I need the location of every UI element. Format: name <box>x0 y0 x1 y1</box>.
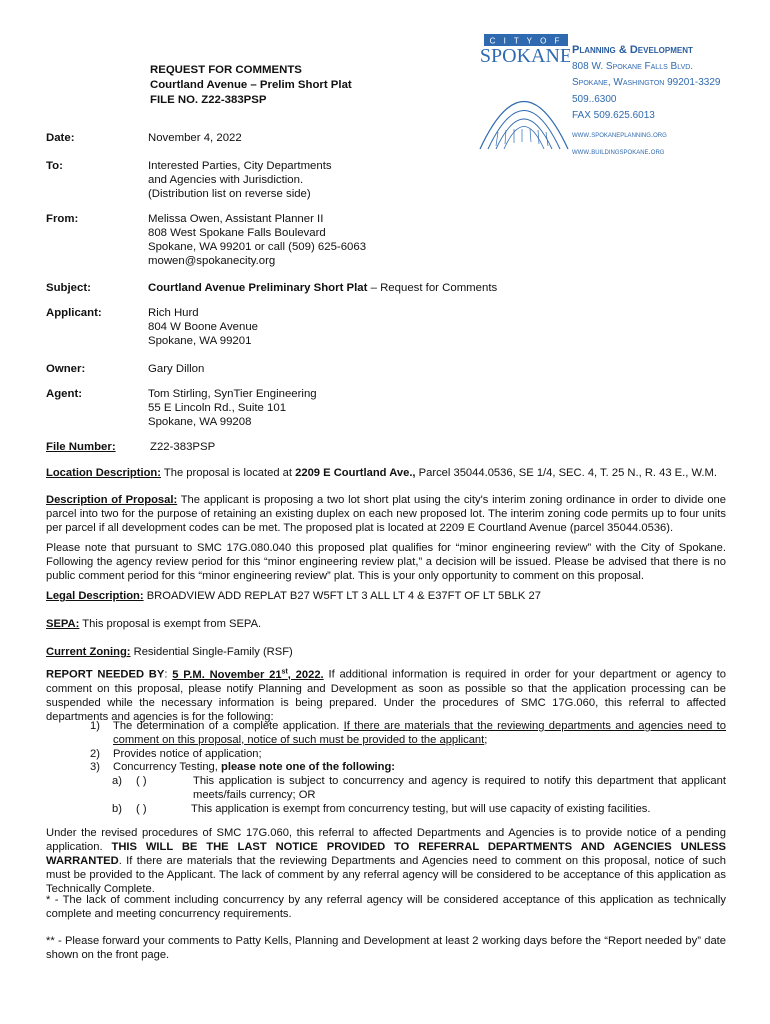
option-b-checkbox[interactable]: ( ) <box>136 802 147 815</box>
department-city: Spokane, Washington 99201-3329 <box>572 77 721 88</box>
option-a-letter: a) <box>112 775 122 788</box>
owner-label: Owner: <box>46 363 86 375</box>
list-number: 1) <box>90 720 100 732</box>
department-phone: 509..6300 <box>572 93 617 105</box>
list-item <box>46 720 726 748</box>
report-deadline-year: , 2022. <box>287 668 324 681</box>
legal-label: Legal Description: <box>46 590 144 602</box>
list-item-1-text: The determination of a complete application. <box>113 720 344 732</box>
from-value: Melissa Owen, Assistant Planner II 808 West Spokane Falls Boulevard Spokane, WA 99201 or call (509) 625-6063 mowen@spokanecity.org <box>148 213 367 267</box>
list-number: 2) <box>90 747 100 760</box>
list-item <box>46 761 726 775</box>
concurrency-option-b <box>46 803 726 817</box>
option-a-checkbox[interactable]: ( ) <box>136 775 147 788</box>
date-value: November 4, 2022 <box>148 132 242 144</box>
applicant-value: Rich Hurd 804 W Boone Avenue Spokane, WA 99201 <box>148 307 258 347</box>
planning-website-link[interactable]: www.spokaneplanning.org <box>572 129 667 139</box>
from-label: From: <box>46 213 79 225</box>
zoning-label: Current Zoning: <box>46 646 131 658</box>
report-text: If additional information is required in order for your department or agency to comment on this proposal, please notify Planning and Development as soon as possible so that the application processing can be suspended while the necessary information is being prepared. Under the procedures of SMC 17G.060, this referral to affected departments and agencies is for the following: <box>46 668 727 723</box>
location-address: 2209 E Courtland Ave., <box>295 467 416 479</box>
footnote-forward-comments: ** - Please forward your comments to Patty Kells, Planning and Development at least 2 working days before the “Report needed by” date shown on the front page. <box>46 935 726 961</box>
file-number-heading: FILE NO. Z22-383PSP <box>150 94 267 106</box>
last-notice-warning: THIS WILL BE THE LAST NOTICE PROVIDED TO REFERRAL DEPARTMENTS AND AGENCIES UNLESS WARRANTED <box>46 841 726 867</box>
agent-label: Agent: <box>46 388 83 400</box>
list-item-2-text: Provides notice of application; <box>113 747 262 760</box>
list-item-1-underlined: If there are materials that the reviewing departments and agencies need to comment on this proposal, notice of such must be provided to the applicant <box>113 720 726 746</box>
file-number-label: File Number: <box>46 441 116 453</box>
owner-value: Gary Dillon <box>148 363 205 375</box>
location-label: Location Description: <box>46 467 161 479</box>
proposal-label: Description of Proposal: <box>46 494 178 506</box>
legal-description <box>46 589 726 603</box>
revised-procedures-paragraph <box>46 826 726 896</box>
footnote-concurrency: * - The lack of comment including concurrency by any referral agency will be considered acceptance of this application as technically complete and meeting concurrency requirements. <box>46 894 726 920</box>
revised-text-b: . If there are materials that the reviewing Departments and Agencies need to comment on this proposal, notice of such must be provided to the Applicant. The lack of comment by any referral agency will be considered to be acceptance of this application as Technically Complete. <box>46 855 726 895</box>
location-pre: The proposal is located at <box>161 467 296 479</box>
option-b-text: This application is exempt from concurrency testing, but will use capacity of existing facilities. <box>191 802 651 815</box>
subject-value <box>148 281 708 295</box>
list-item-3-bold: please note one of the following: <box>221 761 396 774</box>
referral-purpose-list <box>46 720 726 817</box>
subject-title: Courtland Avenue Preliminary Short Plat <box>148 282 368 294</box>
report-label: REPORT NEEDED BY <box>46 668 165 681</box>
option-a-text: This application is subject to concurrency and agency is required to notify this department that applicant meets/fails currency; OR <box>193 775 726 801</box>
minor-engineering-note: Please note that pursuant to SMC 17G.080.040 this proposed plat qualifies for “minor engineering review” with the City of Spokane. Following the agency review period for this “minor engineering review plat,” a decision will be issued. Please be advised that there is no public comment period for this “minor engineering review” plat. This is your only opportunity to comment on this proposal. <box>46 542 726 582</box>
logo-city-of-text: C I T Y O F <box>489 36 563 46</box>
report-deadline <box>172 669 323 681</box>
request-title: REQUEST FOR COMMENTS <box>150 64 302 76</box>
current-zoning <box>46 645 726 659</box>
proposal-description <box>46 493 726 535</box>
list-item-1-end: ; <box>484 733 488 746</box>
report-deadline-suffix: st <box>281 668 288 675</box>
location-description <box>46 466 726 480</box>
list-number: 3) <box>90 761 100 774</box>
to-label: To: <box>46 160 63 172</box>
subject-label: Subject: <box>46 282 91 294</box>
proposal-text: The applicant is proposing a two lot short plat using the city's interim zoning ordinance in order to divide one parcel into two for the purpose of retaining an existing duplex on each new proposed lot. The interim zoning code permits up to four units per parcel if all development codes can be met. The proposed plat is located at 2209 E Courtland Avenue (parcel 35044.0536). <box>46 494 726 534</box>
logo-spokane-text: SPOKANE <box>479 45 570 67</box>
agent-value: Tom Stirling, SynTier Engineering 55 E Lincoln Rd., Suite 101 Spokane, WA 99208 <box>148 388 317 428</box>
applicant-label: Applicant: <box>46 307 102 319</box>
request-subtitle: Courtland Avenue – Prelim Short Plat <box>150 79 352 91</box>
report-colon: : <box>164 668 173 681</box>
sepa-text: This proposal is exempt from SEPA. <box>79 618 262 630</box>
department-name: Planning & Development <box>572 44 693 56</box>
report-needed-paragraph <box>46 665 726 724</box>
request-header <box>150 63 352 108</box>
location-parcel: Parcel 35044.0536, SE 1/4, SEC. 4, T. 25 N., R. 43 E., W.M. <box>415 467 717 479</box>
subject-rest: – Request for Comments <box>367 282 498 294</box>
department-fax: FAX 509.625.6013 <box>572 110 655 121</box>
list-item-3-text: Concurrency Testing, <box>113 761 221 774</box>
option-b-letter: b) <box>112 802 122 815</box>
to-value: Interested Parties, City Departments and Agencies with Jurisdiction. (Distribution list on reverse side) <box>148 160 332 200</box>
list-item <box>46 748 726 762</box>
concurrency-option-a <box>46 775 726 803</box>
date-label: Date: <box>46 132 75 144</box>
file-number-value: Z22-383PSP <box>150 441 216 453</box>
zoning-text: Residential Single-Family (RSF) <box>130 646 293 658</box>
revised-text-a: Under the revised procedures of SMC 17G.060, this referral to affected Departments and Agencies is to provide notice of a pending application. <box>46 827 726 853</box>
legal-text: BROADVIEW ADD REPLAT B27 W5FT LT 3 ALL LT 4 & E37FT OF LT 5BLK 27 <box>143 590 541 602</box>
report-deadline-date: 5 P.M. November 21 <box>172 668 282 681</box>
building-website-link[interactable]: www.buildingspokane.org <box>572 146 665 156</box>
sepa-line <box>46 617 726 631</box>
sepa-label: SEPA: <box>46 618 80 630</box>
department-address: 808 W. Spokane Falls Blvd. <box>572 60 694 72</box>
